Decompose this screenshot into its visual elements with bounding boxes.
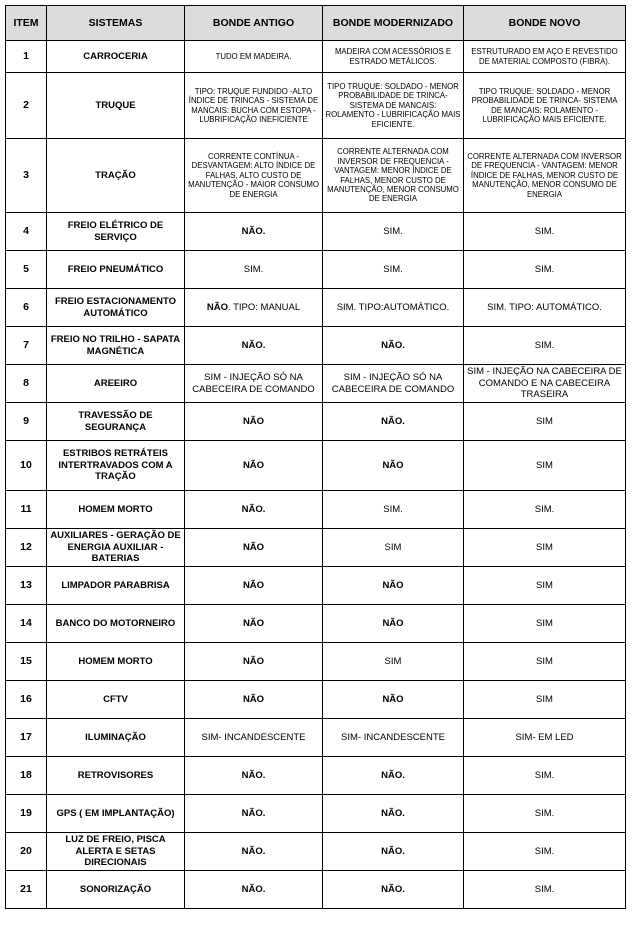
cell-bonde-antigo: NÃO xyxy=(185,567,323,605)
item-number: 10 xyxy=(6,441,47,491)
cell-bonde-antigo: NÃO xyxy=(185,605,323,643)
system-name: FREIO NO TRILHO - SAPATA MAGNÉTICA xyxy=(47,327,185,365)
table-row xyxy=(6,41,626,73)
cell-rest-part: . TIPO: MANUAL xyxy=(227,301,301,313)
cell-bonde-novo: SIM - INJEÇÃO NA CABECEIRA DE COMANDO E NA CABECEIRA TRASEIRA xyxy=(464,365,626,403)
cell-bonde-antigo: NÃO. xyxy=(185,795,323,833)
item-number: 9 xyxy=(6,403,47,441)
cell-bonde-antigo: NÃO. xyxy=(185,871,323,909)
cell-bonde-antigo: SIM - INJEÇÃO SÓ NA CABECEIRA DE COMANDO xyxy=(185,365,323,403)
cell-bonde-antigo: NÃO xyxy=(185,529,323,567)
cell-bonde-modernizado: NÃO. xyxy=(323,757,464,795)
system-name: SONORIZAÇÃO xyxy=(47,871,185,909)
header-bonde-novo: BONDE NOVO xyxy=(464,6,626,41)
table-row xyxy=(6,289,626,327)
cell-bonde-novo: SIM xyxy=(464,681,626,719)
cell-bonde-antigo: NÃO. xyxy=(185,213,323,251)
cell-bonde-modernizado: NÃO. xyxy=(323,871,464,909)
cell-bonde-novo: SIM. xyxy=(464,491,626,529)
system-name: ILUMINAÇÃO xyxy=(47,719,185,757)
cell-bonde-modernizado: SIM. xyxy=(323,213,464,251)
item-number: 21 xyxy=(6,871,47,909)
system-name: CARROCERIA xyxy=(47,41,185,73)
item-number: 20 xyxy=(6,833,47,871)
table-row xyxy=(6,73,626,139)
item-number: 11 xyxy=(6,491,47,529)
cell-bonde-novo: SIM. xyxy=(464,871,626,909)
table-row xyxy=(6,681,626,719)
item-number: 16 xyxy=(6,681,47,719)
cell-bonde-antigo: SIM- INCANDESCENTE xyxy=(185,719,323,757)
cell-bonde-novo: TIPO TRUQUE: SOLDADO - MENOR PROBABILIDADE DE TRINCA- SISTEMA DE MANCAIS: ROLAMENTO - LUBRIFICAÇÃO MAIS EFICIENTE. xyxy=(464,73,626,139)
table-row xyxy=(6,795,626,833)
item-number: 5 xyxy=(6,251,47,289)
system-name: CFTV xyxy=(47,681,185,719)
table-row xyxy=(6,719,626,757)
cell-bonde-modernizado: NÃO. xyxy=(323,327,464,365)
table-row xyxy=(6,871,626,909)
system-name: LIMPADOR PARABRISA xyxy=(47,567,185,605)
cell-bonde-modernizado: SIM. xyxy=(323,251,464,289)
cell-bonde-modernizado: NÃO xyxy=(323,681,464,719)
cell-bonde-antigo: NÃO. xyxy=(185,327,323,365)
table-row xyxy=(6,529,626,567)
item-number: 13 xyxy=(6,567,47,605)
cell-bonde-novo: SIM xyxy=(464,441,626,491)
item-number: 17 xyxy=(6,719,47,757)
system-name: TRUQUE xyxy=(47,73,185,139)
cell-bonde-antigo: NÃO xyxy=(185,403,323,441)
item-number: 6 xyxy=(6,289,47,327)
cell-bonde-novo: CORRENTE ALTERNADA COM INVERSOR DE FREQUENCIA - VANTAGEM: MENOR ÍNDICE DE FALHAS, MENOR CUSTO DE MANUTENÇÃO, MENOR CONSUMO DE ENERGIA xyxy=(464,139,626,213)
cell-bonde-antigo: NÃO. xyxy=(185,833,323,871)
cell-bonde-antigo: NÃO xyxy=(185,681,323,719)
cell-bonde-antigo: TIPO: TRUQUE FUNDIDO -ALTO ÍNDICE DE TRINCAS - SISTEMA DE MANCAIS: BUCHA COM ESTOPA - LUBRIFICAÇÃO INEFICIENTE xyxy=(185,73,323,139)
cell-bonde-modernizado: SIM xyxy=(323,529,464,567)
system-name: FREIO ESTACIONAMENTO AUTOMÁTICO xyxy=(47,289,185,327)
cell-bold-part: NÃO xyxy=(206,301,228,313)
cell-bonde-novo: SIM. xyxy=(464,757,626,795)
system-name: GPS ( EM IMPLANTAÇÃO) xyxy=(47,795,185,833)
system-name: TRAÇÃO xyxy=(47,139,185,213)
header-row xyxy=(6,6,626,41)
table-row xyxy=(6,605,626,643)
cell-bonde-modernizado: SIM xyxy=(323,643,464,681)
cell-bonde-antigo: TUDO EM MADEIRA. xyxy=(185,41,323,73)
cell-bonde-antigo: NÃO. xyxy=(185,757,323,795)
cell-bonde-novo: SIM. xyxy=(464,833,626,871)
cell-bonde-novo: SIM- EM LED xyxy=(464,719,626,757)
cell-bonde-novo: SIM. TIPO: AUTOMÁTICO. xyxy=(464,289,626,327)
table-row xyxy=(6,327,626,365)
table-row xyxy=(6,213,626,251)
system-name: TRAVESSÃO DE SEGURANÇA xyxy=(47,403,185,441)
cell-bonde-novo: SIM. xyxy=(464,795,626,833)
cell-bonde-antigo: NÃO xyxy=(185,643,323,681)
table-row xyxy=(6,643,626,681)
table-row xyxy=(6,491,626,529)
item-number: 18 xyxy=(6,757,47,795)
table-row xyxy=(6,567,626,605)
cell-bonde-modernizado: NÃO xyxy=(323,441,464,491)
system-name: BANCO DO MOTORNEIRO xyxy=(47,605,185,643)
cell-bonde-novo: SIM xyxy=(464,529,626,567)
cell-bonde-modernizado: NÃO xyxy=(323,567,464,605)
item-number: 15 xyxy=(6,643,47,681)
header-item: ITEM xyxy=(6,6,47,41)
header-bonde-antigo: BONDE ANTIGO xyxy=(185,6,323,41)
system-name: LUZ DE FREIO, PISCA ALERTA E SETAS DIRECIONAIS xyxy=(47,833,185,871)
cell-bonde-antigo: NÃO. xyxy=(185,491,323,529)
cell-bonde-antigo: CORRENTE CONTÍNUA - DESVANTAGEM: ALTO ÍNDICE DE FALHAS, ALTO CUSTO DE MANUTENÇÃO - MAIOR CONSUMO DE ENERGIA xyxy=(185,139,323,213)
cell-bonde-novo: SIM xyxy=(464,605,626,643)
cell-bonde-novo: SIM. xyxy=(464,213,626,251)
item-number: 3 xyxy=(6,139,47,213)
system-name: AUXILIARES - GERAÇÃO DE ENERGIA AUXILIAR - BATERIAS xyxy=(47,529,185,567)
table-row xyxy=(6,365,626,403)
table-row xyxy=(6,833,626,871)
cell-bonde-modernizado: SIM. xyxy=(323,491,464,529)
cell-bonde-antigo xyxy=(185,289,323,327)
system-name: HOMEM MORTO xyxy=(47,643,185,681)
item-number: 19 xyxy=(6,795,47,833)
cell-bonde-novo: SIM xyxy=(464,567,626,605)
item-number: 4 xyxy=(6,213,47,251)
cell-bonde-modernizado: NÃO. xyxy=(323,833,464,871)
cell-bonde-modernizado: NÃO xyxy=(323,605,464,643)
system-name: HOMEM MORTO xyxy=(47,491,185,529)
item-number: 2 xyxy=(6,73,47,139)
system-name: RETROVISORES xyxy=(47,757,185,795)
system-name: ESTRIBOS RETRÁTEIS INTERTRAVADOS COM A TRAÇÃO xyxy=(47,441,185,491)
item-number: 8 xyxy=(6,365,47,403)
cell-bonde-modernizado: NÃO. xyxy=(323,403,464,441)
system-name: AREEIRO xyxy=(47,365,185,403)
cell-bonde-novo: SIM xyxy=(464,403,626,441)
system-name: FREIO ELÉTRICO DE SERVIÇO xyxy=(47,213,185,251)
header-bonde-modernizado: BONDE MODERNIZADO xyxy=(323,6,464,41)
item-number: 1 xyxy=(6,41,47,73)
cell-bonde-modernizado: NÃO. xyxy=(323,795,464,833)
cell-bonde-modernizado: TIPO TRUQUE: SOLDADO - MENOR PROBABILIDADE DE TRINCA- SISTEMA DE MANCAIS: ROLAMENTO - LUBRIFICAÇÃO MAIS EFICIENTE. xyxy=(323,73,464,139)
cell-bonde-antigo: SIM. xyxy=(185,251,323,289)
table-row xyxy=(6,251,626,289)
cell-bonde-modernizado: SIM. TIPO:AUTOMÁTICO. xyxy=(323,289,464,327)
cell-bonde-novo: ESTRUTURADO EM AÇO E REVESTIDO DE MATERIAL COMPOSTO (FIBRA). xyxy=(464,41,626,73)
item-number: 12 xyxy=(6,529,47,567)
table-row xyxy=(6,403,626,441)
cell-bonde-modernizado: SIM - INJEÇÃO SÓ NA CABECEIRA DE COMANDO xyxy=(323,365,464,403)
item-number: 14 xyxy=(6,605,47,643)
table-row xyxy=(6,139,626,213)
cell-bonde-novo: SIM. xyxy=(464,251,626,289)
system-name: FREIO PNEUMÁTICO xyxy=(47,251,185,289)
header-sistemas: SISTEMAS xyxy=(47,6,185,41)
table-body xyxy=(6,41,626,909)
cell-bonde-antigo: NÃO xyxy=(185,441,323,491)
comparison-table xyxy=(5,5,626,909)
table-row xyxy=(6,757,626,795)
cell-bonde-modernizado: SIM- INCANDESCENTE xyxy=(323,719,464,757)
table-row xyxy=(6,441,626,491)
cell-bonde-novo: SIM xyxy=(464,643,626,681)
cell-bonde-novo: SIM. xyxy=(464,327,626,365)
item-number: 7 xyxy=(6,327,47,365)
cell-bonde-modernizado: CORRENTE ALTERNADA COM INVERSOR DE FREQUENCIA - VANTAGEM: MENOR ÍNDICE DE FALHAS, MENOR CUSTO DE MANUTENÇÃO, MENOR CONSUMO DE ENERGIA xyxy=(323,139,464,213)
cell-bonde-modernizado: MADEIRA COM ACESSÓRIOS E ESTRADO METÁLICOS. xyxy=(323,41,464,73)
